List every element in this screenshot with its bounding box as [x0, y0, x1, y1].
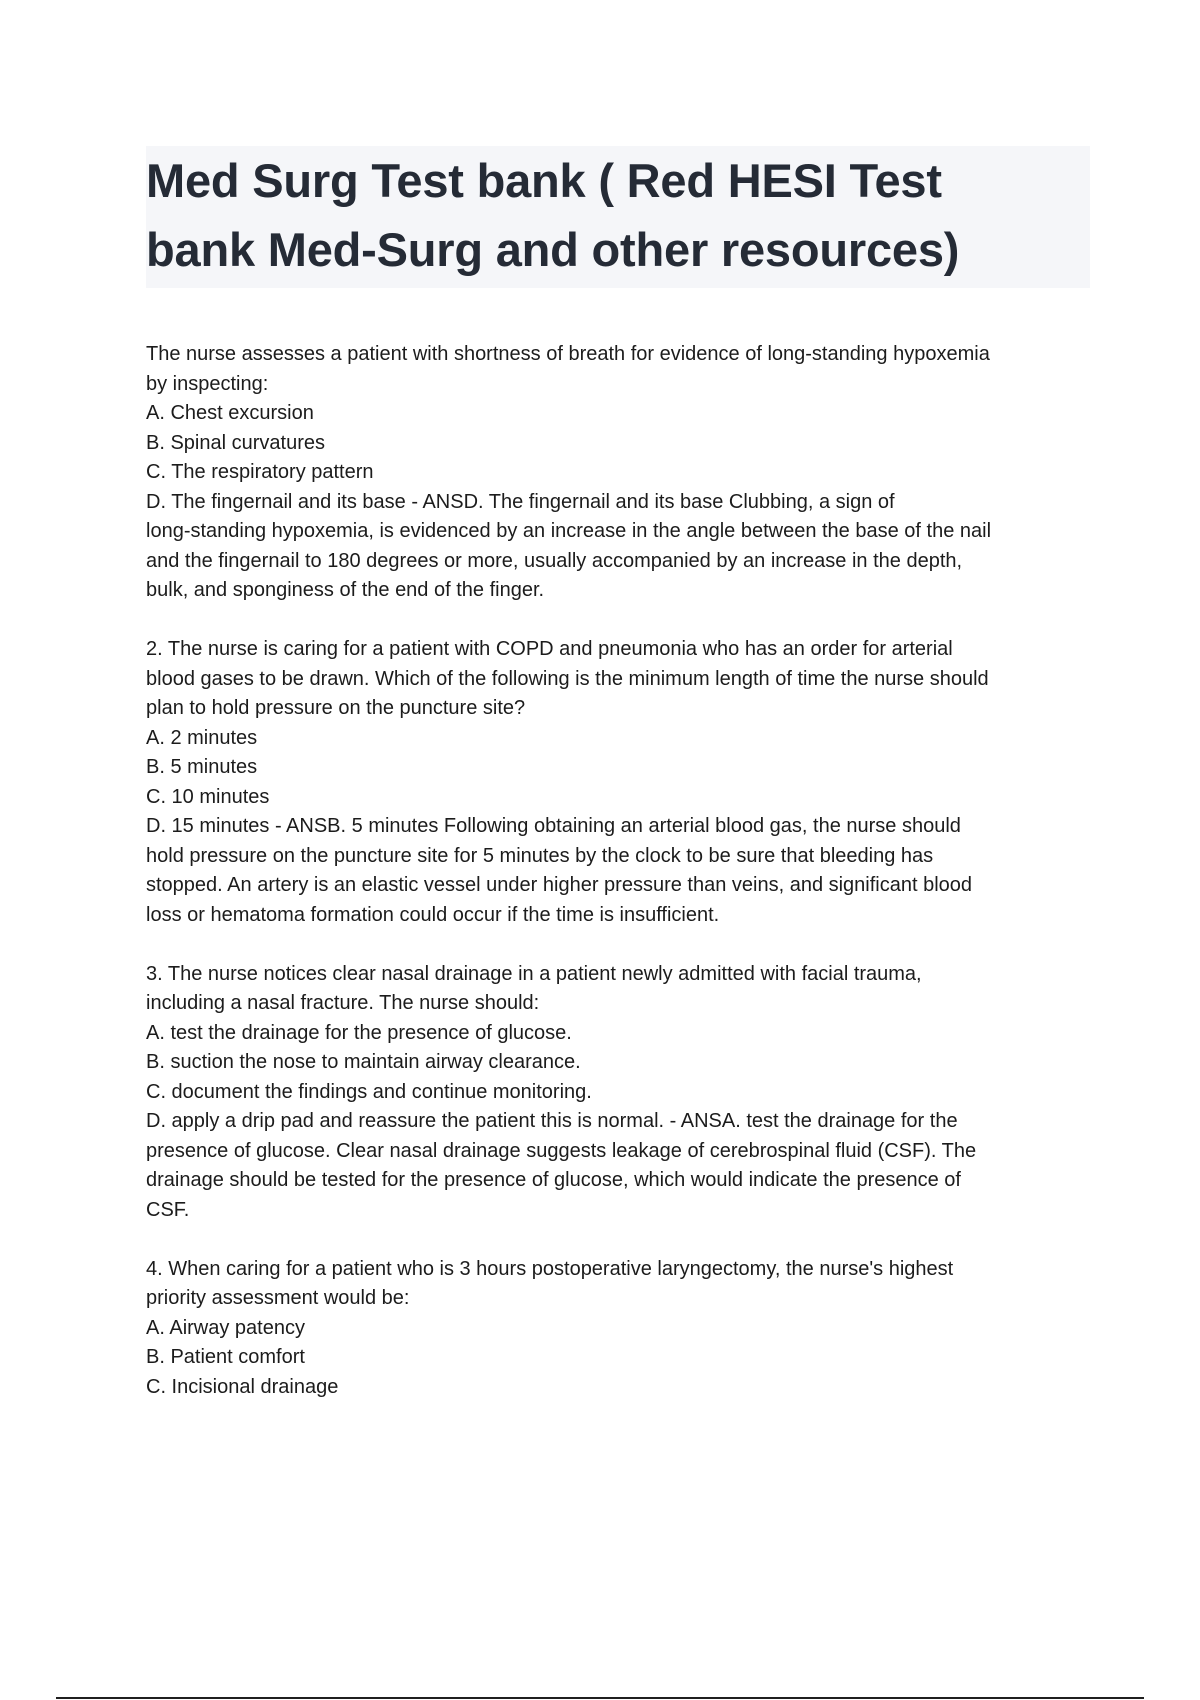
- document-title: [146, 146, 1090, 284]
- page-bottom-divider: [56, 1697, 1144, 1699]
- answer-option: B. 5 minutes: [146, 756, 258, 778]
- answer-rationale: long-standing hypoxemia, is evidenced by an increase in the angle between the base of the nail: [146, 520, 992, 542]
- answer-rationale: loss or hematoma formation could occur if the time is insufficient.: [146, 903, 720, 926]
- question-text: by inspecting:: [146, 372, 269, 395]
- answer-option: B. suction the nose to maintain airway clearance.: [146, 1051, 581, 1073]
- answer-option: D. apply a drip pad and reassure the patient this is normal. - ANSA. test the drainage for the: [146, 1110, 958, 1132]
- question-text: 2. The nurse is caring for a patient with COPD and pneumonia who has an order for arterial: [146, 638, 953, 660]
- answer-option: C. document the findings and continue monitoring.: [146, 1080, 592, 1103]
- answer-rationale: presence of glucose. Clear nasal drainage suggests leakage of cerebrospinal fluid (CSF). The: [146, 1139, 977, 1162]
- answer-option: A. test the drainage for the presence of glucose.: [146, 1021, 572, 1044]
- answer-option: B. Patient comfort: [146, 1346, 305, 1368]
- answer-rationale: CSF.: [146, 1198, 190, 1221]
- answer-option: C. The respiratory pattern: [146, 461, 374, 483]
- answer-option: C. 10 minutes: [146, 785, 270, 808]
- answer-option: D. The fingernail and its base - ANSD. The fingernail and its base Clubbing, a sign of: [146, 490, 895, 513]
- document-title-block: [146, 146, 1090, 288]
- answer-option: A. Airway patency: [146, 1316, 305, 1339]
- question-3: [146, 960, 1096, 1226]
- question-text: 4. When caring for a patient who is 3 hours postoperative laryngectomy, the nurse's highest: [146, 1257, 954, 1280]
- question-2: [146, 635, 1096, 930]
- answer-rationale: bulk, and sponginess of the end of the finger.: [146, 579, 545, 601]
- answer-option: A. Chest excursion: [146, 402, 314, 424]
- question-list: [146, 340, 1096, 1432]
- answer-option: A. 2 minutes: [146, 726, 258, 749]
- answer-rationale: hold pressure on the puncture site for 5 minutes by the clock to be sure that bleeding has: [146, 844, 934, 867]
- answer-rationale: drainage should be tested for the presence of glucose, which would indicate the presence of: [146, 1169, 961, 1191]
- question-text: The nurse assesses a patient with shortness of breath for evidence of long-standing hypoxemia: [146, 343, 990, 365]
- question-text: 3. The nurse notices clear nasal drainage in a patient newly admitted with facial trauma,: [146, 962, 922, 985]
- question-text: priority assessment would be:: [146, 1287, 410, 1309]
- question-text: blood gases to be drawn. Which of the following is the minimum length of time the nurse should: [146, 667, 989, 690]
- answer-rationale: and the fingernail to 180 degrees or more, usually accompanied by an increase in the depth,: [146, 549, 963, 572]
- answer-option: C. Incisional drainage: [146, 1375, 339, 1398]
- title-line: Med Surg Test bank ( Red HESI Test: [146, 154, 942, 207]
- question-text: plan to hold pressure on the puncture site?: [146, 697, 526, 719]
- question-1: [146, 340, 1096, 606]
- question-text: including a nasal fracture. The nurse should:: [146, 992, 540, 1014]
- title-line: bank Med-Surg and other resources): [146, 223, 960, 276]
- question-4: [146, 1255, 1096, 1403]
- answer-rationale: stopped. An artery is an elastic vessel under higher pressure than veins, and significant blood: [146, 874, 973, 896]
- answer-option: D. 15 minutes - ANSB. 5 minutes Following obtaining an arterial blood gas, the nurse should: [146, 815, 961, 837]
- answer-option: B. Spinal curvatures: [146, 431, 325, 454]
